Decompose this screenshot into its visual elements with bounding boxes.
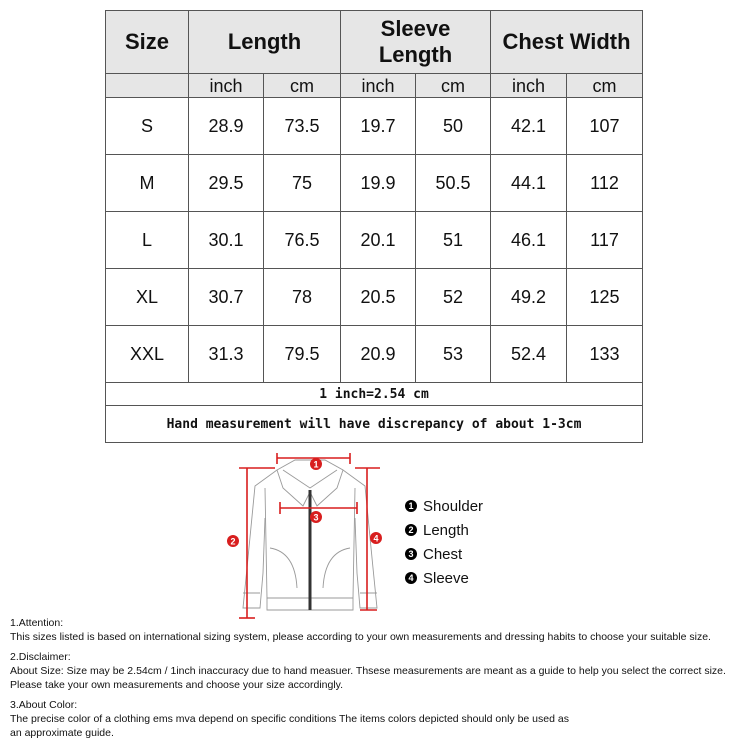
size-cell: S	[106, 98, 189, 155]
table-row	[106, 98, 643, 155]
conversion-row	[106, 383, 643, 406]
value-cell: 51	[416, 212, 491, 269]
legend-label: Sleeve	[423, 569, 469, 587]
header-sleeve-length: Sleeve Length	[341, 11, 491, 74]
value-cell: 50	[416, 98, 491, 155]
note-color	[10, 698, 745, 740]
note-title: 3.About Color:	[10, 699, 78, 711]
note-title: 2.Disclaimer:	[10, 651, 71, 663]
note-title: 1.Attention:	[10, 617, 64, 629]
value-cell: 53	[416, 326, 491, 383]
legend-item-shoulder	[405, 494, 483, 518]
value-cell: 117	[567, 212, 643, 269]
size-cell: M	[106, 155, 189, 212]
measurement-legend	[405, 494, 483, 590]
note-text: About Size: Size may be 2.54cm / 1inch inaccuracy due to hand measuer. Thsese measurements are meant as a guide to help you select the correct size.	[10, 665, 726, 677]
value-cell: 78	[264, 269, 341, 326]
size-cell: L	[106, 212, 189, 269]
note-text: The precise color of a clothing ems mva depend on specific conditions The items colors depicted should only be used as	[10, 713, 569, 725]
value-cell: 20.1	[341, 212, 416, 269]
unit-cell: cm	[567, 74, 643, 98]
unit-cell: inch	[341, 74, 416, 98]
value-cell: 107	[567, 98, 643, 155]
value-cell: 20.9	[341, 326, 416, 383]
unit-cell: inch	[491, 74, 567, 98]
unit-cell: cm	[416, 74, 491, 98]
legend-item-sleeve	[405, 566, 483, 590]
svg-text:2: 2	[230, 536, 236, 547]
number-1-icon: 1	[405, 500, 417, 512]
value-cell: 75	[264, 155, 341, 212]
value-cell: 30.1	[189, 212, 264, 269]
svg-text:3: 3	[313, 512, 319, 523]
value-cell: 44.1	[491, 155, 567, 212]
note-text: This sizes listed is based on international sizing system, please according to your own measurements and dressing habits to choose your suitable size.	[10, 631, 711, 643]
value-cell: 52.4	[491, 326, 567, 383]
value-cell: 73.5	[264, 98, 341, 155]
note-text: Please take your own measurements and choose your size accordingly.	[10, 679, 344, 691]
value-cell: 125	[567, 269, 643, 326]
value-cell: 79.5	[264, 326, 341, 383]
legend-label: Length	[423, 521, 469, 539]
value-cell: 30.7	[189, 269, 264, 326]
svg-text:4: 4	[373, 533, 379, 544]
table-row	[106, 155, 643, 212]
conversion-note: 1 inch=2.54 cm	[106, 383, 643, 406]
legend-label: Shoulder	[423, 497, 484, 515]
value-cell: 31.3	[189, 326, 264, 383]
value-cell: 46.1	[491, 212, 567, 269]
note-text: an approximate guide.	[10, 727, 114, 739]
value-cell: 52	[416, 269, 491, 326]
value-cell: 42.1	[491, 98, 567, 155]
value-cell: 29.5	[189, 155, 264, 212]
units-row	[106, 74, 643, 98]
note-attention	[10, 616, 745, 644]
discrepancy-note: Hand measurement will have discrepancy of about 1-3cm	[106, 406, 643, 443]
value-cell: 28.9	[189, 98, 264, 155]
table-row	[106, 269, 643, 326]
units-blank	[106, 74, 189, 98]
size-cell: XL	[106, 269, 189, 326]
size-cell: XXL	[106, 326, 189, 383]
value-cell: 133	[567, 326, 643, 383]
legend-label: Chest	[423, 545, 463, 563]
legend-item-chest	[405, 542, 483, 566]
value-cell: 19.9	[341, 155, 416, 212]
header-chest-width: Chest Width	[491, 11, 643, 74]
discrepancy-row	[106, 406, 643, 443]
notes-section	[10, 616, 745, 746]
unit-cell: cm	[264, 74, 341, 98]
value-cell: 50.5	[416, 155, 491, 212]
note-disclaimer	[10, 650, 745, 692]
value-cell: 19.7	[341, 98, 416, 155]
unit-cell: inch	[189, 74, 264, 98]
header-length: Length	[189, 11, 341, 74]
svg-text:1: 1	[313, 459, 319, 470]
size-chart-table	[105, 10, 643, 443]
number-2-icon: 2	[405, 524, 417, 536]
value-cell: 112	[567, 155, 643, 212]
value-cell: 76.5	[264, 212, 341, 269]
table-row	[106, 212, 643, 269]
value-cell: 20.5	[341, 269, 416, 326]
value-cell: 49.2	[491, 269, 567, 326]
legend-item-length	[405, 518, 483, 542]
number-3-icon: 3	[405, 548, 417, 560]
jacket-measurement-diagram	[225, 448, 395, 620]
header-row	[106, 11, 643, 74]
table-row	[106, 326, 643, 383]
number-4-icon: 4	[405, 572, 417, 584]
header-size: Size	[106, 11, 189, 74]
